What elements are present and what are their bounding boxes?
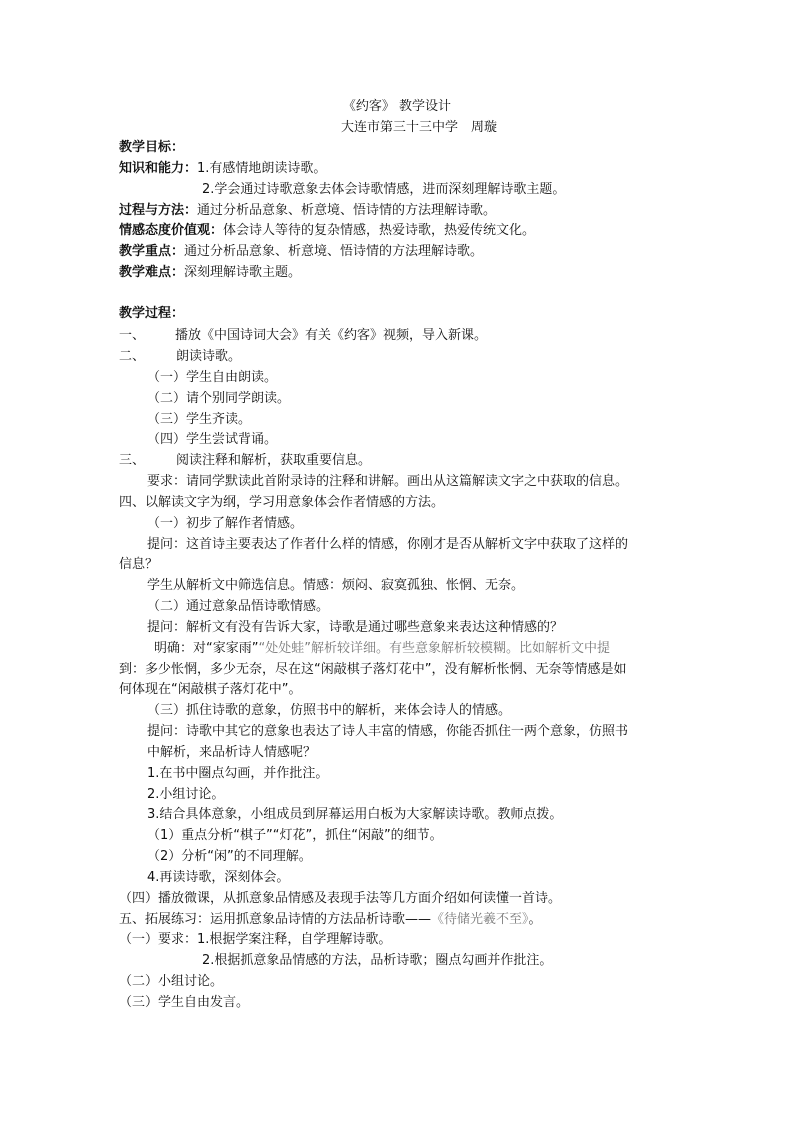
clarify-text-a: 明确：对“家家雨” xyxy=(154,641,259,656)
key-point-line xyxy=(119,243,483,261)
emotion-label: 情感态度价值观： xyxy=(119,223,224,238)
difficulty-line xyxy=(119,264,301,282)
section-4-question-1-cont: 信息？ xyxy=(119,557,159,572)
difficulty-text: 深刻理解诗歌主题。 xyxy=(184,265,302,280)
process-method-label: 过程与方法： xyxy=(119,203,198,218)
section-4-answer: 学生从解析文中筛选信息。情感：烦闷、寂寞孤独、怅惘、无奈。 xyxy=(147,578,525,593)
section-4-step: 1.在书中圈点勾画，并作批注。 xyxy=(147,766,329,781)
section-4-question-3: 提问：诗歌中其它的意象也表达了诗人丰富的情感，你能否抓住一两个意象，仿照书 xyxy=(147,724,629,739)
section-2-number: 二、 xyxy=(119,349,146,364)
section-3-requirement: 要求：请同学默读此首附录诗的注释和讲解。画出从这篇解读文字之中获取的信息。 xyxy=(147,474,629,489)
difficulty-label: 教学难点： xyxy=(119,265,185,280)
emotion-text: 体会诗人等待的复杂情感，热爱诗歌，热爱传统文化。 xyxy=(223,223,536,238)
section-4-step: （1）重点分析“棋子”“灯花”，抓住“闲敲”的细节。 xyxy=(147,828,443,843)
section-5-requirement-2: 2.根据抓意象品情感的方法，品析诗歌；圈点勾画并作批注。 xyxy=(202,953,553,968)
section-4-sub-2: （二）通过意象品悟诗歌情感。 xyxy=(147,599,330,614)
section-2-item: （一）学生自由朗读。 xyxy=(147,370,278,385)
section-2-item: （四）学生尝试背诵。 xyxy=(147,432,278,447)
section-4-step: 3.结合具体意象，小组成员到屏幕运用白板为大家解读诗歌。教师点拨。 xyxy=(147,807,563,822)
process-method-line xyxy=(119,202,496,220)
clarify-text-b: “处处蛙”解析较详细。有些意象解析较模糊。比如解析文中提 xyxy=(258,641,610,656)
key-point-label: 教学重点： xyxy=(119,244,185,259)
section-3-number: 三、 xyxy=(119,453,146,468)
section-4-step: （2）分析“闲”的不同理解。 xyxy=(147,849,312,864)
section-4-question-2: 提问：解析文有没有告诉大家，诗歌是通过哪些意象来表达这种情感的？ xyxy=(147,620,564,635)
section-5-title-line xyxy=(119,911,542,929)
process-heading: 教学过程： xyxy=(119,306,185,321)
section-4-sub-1: （一）初步了解作者情感。 xyxy=(147,516,304,531)
section-5-requirement-1: （一）要求：1.根据学案注释，自学理解诗歌。 xyxy=(119,932,392,947)
section-5-title-end: 。 xyxy=(528,912,542,927)
section-2-text: 朗读诗歌。 xyxy=(176,349,242,364)
section-4-title: 四、以解读文字为纲，学习用意象体会作者情感的方法。 xyxy=(119,495,445,510)
doc-title: 《约客》 教学设计 xyxy=(342,99,452,114)
section-3-text: 阅读注释和解析，获取重要信息。 xyxy=(176,453,372,468)
section-1-number: 一、 xyxy=(119,328,146,343)
section-5-sub-2: （二）小组讨论。 xyxy=(119,974,224,989)
section-5-poem-title: 《待储光羲不至》 xyxy=(431,912,529,927)
process-method-text: 通过分析品意象、析意境、悟诗情的方法理解诗歌。 xyxy=(197,203,497,218)
section-4-question-3-cont: 中解析，来品析诗人情感呢？ xyxy=(147,745,317,760)
section-4-clarify-end: 何体现在“闲敲棋子落灯花中”。 xyxy=(119,682,302,697)
knowledge-text-1: 1.有感情地朗读诗歌。 xyxy=(197,161,327,176)
key-point-text: 通过分析品意象、析意境、悟诗情的方法理解诗歌。 xyxy=(184,244,484,259)
section-1-text: 播放《中国诗词大会》有关《约客》视频，导入新课。 xyxy=(175,328,488,343)
section-5-title-text: 五、拓展练习：运用抓意象品诗情的方法品析诗歌—— xyxy=(119,912,432,927)
section-4-question-1: 提问：这首诗主要表达了作者什么样的情感，你刚才是否从解析文字中获取了这样的 xyxy=(147,537,629,552)
section-4-step: 4.再读诗歌，深刻体会。 xyxy=(147,870,290,885)
emotion-line xyxy=(119,222,535,240)
section-4-step: 2.小组讨论。 xyxy=(147,787,225,802)
section-4-clarify-cont: 到：多少怅惘，多少无奈，尽在这“闲敲棋子落灯花中”，没有解析怅惘、无奈等情感是如 xyxy=(119,662,627,677)
knowledge-line xyxy=(119,160,326,178)
section-4-sub-3: （三）抓住诗歌的意象，仿照书中的解析，来体会诗人的情感。 xyxy=(147,703,512,718)
section-4-clarify-line xyxy=(154,640,610,658)
doc-author: 大连市第三十三中学 周璇 xyxy=(340,120,497,135)
knowledge-label: 知识和能力： xyxy=(119,161,198,176)
knowledge-text-2: 2.学会通过诗歌意象去体会诗歌情感，进而深刻理解诗歌主题。 xyxy=(202,182,566,197)
objectives-heading: 教学目标： xyxy=(119,140,185,155)
section-5-sub-3: （三）学生自由发言。 xyxy=(119,995,250,1010)
section-2-item: （二）请个别同学朗读。 xyxy=(147,391,291,406)
section-2-item: （三）学生齐读。 xyxy=(147,412,252,427)
section-4-sub-4: （四）播放微课，从抓意象品情感及表现手法等几方面介绍如何读懂一首诗。 xyxy=(119,891,562,906)
